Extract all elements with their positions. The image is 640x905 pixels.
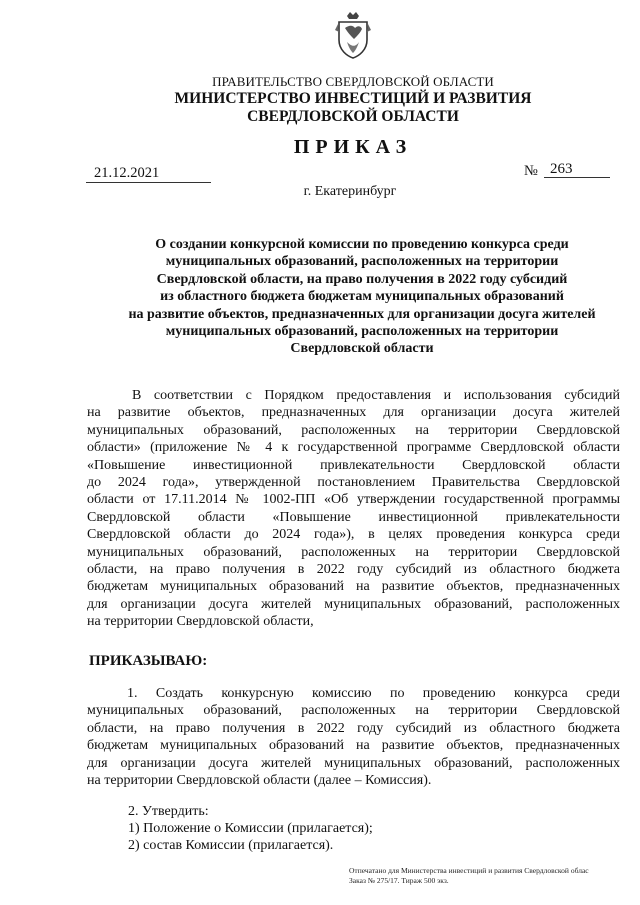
preamble-line: В соответствии с Порядком предоставления и использования субсидий <box>132 388 620 403</box>
footer-line: Отпечатано для Министерства инвестиций и развития Свердловской облас <box>349 866 589 875</box>
coat-of-arms-icon <box>333 10 373 60</box>
date-underline <box>86 182 211 183</box>
title-line: Свердловской области <box>290 341 434 357</box>
preamble-line: области» (приложение № 4 к государственной программе Свердловской области <box>87 440 620 456</box>
ministry-name-line2: СВЕРДЛОВСКОЙ ОБЛАСТИ <box>247 108 459 125</box>
item1-line: 1. Создать конкурсную комиссию по проведению конкурса среди <box>127 686 620 701</box>
preamble-line: муниципальных образований, расположенных на территории Свердловской <box>87 544 620 560</box>
title-line: из областного бюджета бюджетам муниципальных образований <box>160 289 564 305</box>
preamble-line: Свердловской области до 2024 года»), в целях проведения конкурса среди <box>87 527 620 543</box>
preamble-line: до 2024 года», утвержденной постановлением Правительства Свердловской <box>87 474 620 490</box>
item2-subitem-2: 2) состав Комиссии (прилагается). <box>128 838 334 853</box>
preamble-line: области от 17.11.2014 № 1002-ПП «Об утверждении государственной программы <box>87 492 620 508</box>
preamble-line: бюджетам муниципальных образований на развитие объектов, предназначенных <box>87 579 620 595</box>
document-number: 263 <box>550 161 573 177</box>
number-underline <box>544 177 610 178</box>
document-type: ПРИКАЗ <box>293 136 413 158</box>
preamble-line: Свердловской области «Повышение инвестиционной привлекательности <box>87 509 620 525</box>
ministry-name-line1: МИНИСТЕРСТВО ИНВЕСТИЦИЙ И РАЗВИТИЯ <box>174 90 532 107</box>
preamble-line: на развитие объектов, предназначенных для организации досуга жителей <box>87 405 620 421</box>
document-title <box>92 236 632 358</box>
number-sign: № <box>524 163 538 179</box>
item1-line: бюджетам муниципальных образований на развитие объектов, предназначенных <box>87 738 620 754</box>
title-line: муниципальных образований, расположенных на территории <box>165 254 559 270</box>
preamble-line: для организации досуга жителей муниципальных образований, расположенных <box>87 596 620 612</box>
title-line: Свердловской области, на право получения в 2022 году субсидий <box>156 271 568 287</box>
footer-line: Заказ № 275/17. Тираж 500 экз. <box>349 876 449 885</box>
preamble-line: муниципальных образований, расположенных на территории Свердловской <box>87 422 620 438</box>
item1-line: области, на право получения в 2022 году субсидий из областного бюджета <box>87 720 620 736</box>
item2: 2. Утвердить: <box>128 804 209 819</box>
government-name: ПРАВИТЕЛЬСТВО СВЕРДЛОВСКОЙ ОБЛАСТИ <box>212 74 494 89</box>
item1-line: для организации досуга жителей муниципальных образований, расположенных <box>87 755 620 771</box>
title-line: муниципальных образований, расположенных на территории <box>165 324 559 340</box>
preamble-line: области, на право получения в 2022 году субсидий из областного бюджета <box>87 561 620 577</box>
preamble-paragraph <box>87 387 620 630</box>
document-date: 21.12.2021 <box>94 165 160 181</box>
title-line: на развитие объектов, предназначенных для организации досуга жителей <box>128 306 596 322</box>
item1-line: на территории Свердловской области (далее – Комиссия). <box>87 772 432 788</box>
print-footer <box>349 866 589 886</box>
order-heading: ПРИКАЗЫВАЮ: <box>89 653 208 669</box>
city: г. Екатеринбург <box>303 184 397 199</box>
item2-subitem-1: 1) Положение о Комиссии (прилагается); <box>128 821 373 836</box>
preamble-line: на территории Свердловской области, <box>87 614 314 630</box>
item1-line: муниципальных образований, расположенных на территории Свердловской <box>87 703 620 719</box>
title-line: О создании конкурсной комиссии по проведению конкурса среди <box>155 237 569 252</box>
item1-paragraph <box>87 685 620 789</box>
preamble-line: «Повышение инвестиционной привлекательности Свердловской области <box>87 457 620 473</box>
